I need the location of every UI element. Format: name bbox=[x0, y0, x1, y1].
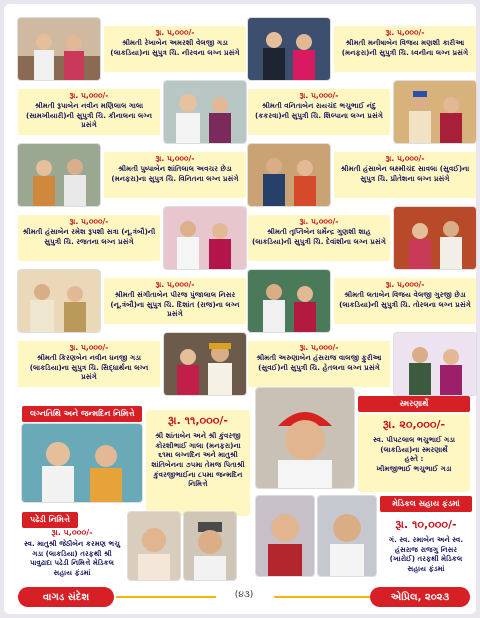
couple-photo bbox=[18, 270, 100, 332]
donation-description: શ્રીમતી વનિતાબેન રાયચંદ ભચુભાઈ નંદુ (કકરવા)ની સુપુત્રી ચિ. શિલ્પાના લગ્ન પ્રસંગે bbox=[254, 101, 384, 120]
donation-amount: રૂા. ૫,૦૦૦/- bbox=[69, 343, 109, 352]
donation-entry bbox=[248, 81, 476, 143]
donation-description: શ્રીમતી મનીષાબેન વિજય મણશી કારીઆ (મનફરા)ની સુપુત્રી ચિ. ધ્વનીના લગ્ન પ્રસંગે bbox=[341, 38, 469, 57]
donation-amount: રૂા. ૫,૦૦૦/- bbox=[385, 154, 425, 163]
donation-entry bbox=[248, 207, 476, 269]
donor-portrait bbox=[128, 512, 180, 580]
donation-description: શ્રીમતી લતાબેન વિજય વેલજી ગુરજી છેડા (લાકડિયા)ની સુપુત્રી ચિ. તોરલના લગ્ન પ્રસંગે bbox=[339, 290, 471, 309]
donation-description: શ્રીમતી તૃપ્તિબેન ધર્મેન્દ્ર ગુણશી શાહ (લાકડિયા)ની સુપુત્રી ચિ. દેવાંશીના લગ્ન પ્રસંગે bbox=[252, 227, 386, 246]
couple-photo bbox=[18, 18, 100, 80]
donor-portrait bbox=[184, 512, 236, 580]
donation-text bbox=[104, 278, 246, 324]
donation-entry bbox=[248, 270, 476, 332]
couple-photo bbox=[164, 81, 246, 143]
donation-text bbox=[104, 26, 246, 72]
elder-couple-photo bbox=[22, 424, 142, 502]
donation-entry bbox=[18, 333, 246, 395]
couple-photo bbox=[394, 207, 476, 269]
donation-amount: રૂા. ૫,૦૦૦/- bbox=[299, 91, 339, 100]
donation-entry bbox=[18, 81, 246, 143]
donation-amount: રૂા. ૫,૦૦૦/- bbox=[155, 28, 195, 37]
donation-description: શ્રીમતી અરુણાબેન હંસરાજ વાલજી ફુરીઆ (સુવઈ)ની સુપુત્રી ચિ. હેતલના લગ્ન પ્રસંગે bbox=[256, 353, 382, 372]
donation-text bbox=[248, 89, 390, 135]
memorial-section-tag: સ્મરણાર્થે bbox=[358, 396, 470, 412]
medical-text bbox=[380, 514, 472, 580]
left-column bbox=[18, 18, 246, 398]
donation-text bbox=[248, 341, 390, 387]
magazine-name: વાગડ સંદેશ bbox=[18, 587, 114, 607]
donation-amount: રૂા. ૫,૦૦૦/- bbox=[299, 217, 339, 226]
medical-section-tag: મેડિકલ સહાય ફંડમાં bbox=[380, 496, 472, 512]
couple-photo bbox=[394, 333, 476, 395]
footer-divider bbox=[116, 596, 216, 598]
donation-text bbox=[18, 341, 160, 387]
donation-entry bbox=[248, 18, 476, 80]
donation-amount: રૂા. ૫,૦૦૦/- bbox=[299, 343, 339, 352]
donation-text bbox=[334, 152, 476, 198]
magazine-page bbox=[4, 4, 476, 614]
footer-divider bbox=[274, 596, 370, 598]
donation-description: શ્રીમતી રેખાબેન અમરશી વેલજી ગડા (લાકડિયા)ના સુપુત્ર ચિ. નીરવના લગ્ન પ્રસંગે bbox=[110, 38, 240, 57]
page-number: (૪૩) bbox=[234, 590, 254, 600]
donation-amount: રૂા. ૫,૦૦૦/- bbox=[69, 217, 109, 226]
memorial-portrait bbox=[256, 388, 354, 488]
issue-date: એપ્રિલ, ૨૦૨૩ bbox=[370, 587, 470, 607]
couple-photo bbox=[18, 144, 100, 206]
couple-photo bbox=[164, 333, 246, 395]
page-footer bbox=[18, 587, 470, 607]
donation-text bbox=[104, 152, 246, 198]
memorial-via-label: હસ્તે : bbox=[404, 454, 424, 464]
medical-description: ગં. સ્વ. રમાબેન અને સ્વ. હંસરાજ રાજગુ નિસર (ખારોઈ) તરફથી મેડિકલ સહાય ફંડમાં bbox=[388, 534, 464, 573]
padhedi-text bbox=[22, 528, 122, 584]
donation-description: શ્રીમતી હંસાબેન રમેશ રૂપશી સત્રા (નૂ.ત્રંબૌ)ની સુપુત્રી ચિ. રજતના લગ્ન પ્રસંગે bbox=[22, 227, 156, 246]
padhedi-description: સ્વ. માતુશ્રી જેઠીબેન કરમણ ભચુ ગડા (લાકડિયા) તરફથી શ્રી પાવુઢાદા પઢેડી નિમિત્તે મેડિકલ સહાય ફંડમાં bbox=[23, 538, 121, 577]
couple-photo bbox=[248, 144, 330, 206]
donor-portrait bbox=[256, 496, 314, 576]
memorial-description: સ્વ. પીપટલાલ ભચુભાઈ ગડા (લાકડિયા)ના સ્મરણાર્થે bbox=[373, 434, 455, 454]
donation-amount: રૂા. ૫,૦૦૦/- bbox=[69, 91, 109, 100]
donation-description: શ્રીમતી કિરણબેન નવીન ધનજી ગડા (લાકડિયા)ના સુપુત્ર ચિ. સિદ્ધાર્થના લગ્ન પ્રસંગે bbox=[29, 353, 149, 382]
memorial-via-name: ખીમજીભાઈ ભચુભાઈ ગડા bbox=[376, 464, 452, 473]
donation-text bbox=[248, 215, 390, 261]
donation-amount: રૂા. ૫,૦૦૦/- bbox=[385, 28, 425, 37]
medical-amount: રૂા. ૧૦,૦૦૦/- bbox=[395, 518, 457, 531]
memorial-text bbox=[358, 414, 470, 492]
donation-text bbox=[18, 89, 160, 135]
donation-amount: રૂા. ૫,૦૦૦/- bbox=[155, 280, 195, 289]
donation-description: શ્રીમતી રૂપાબેન નવીન મણિલાલ ગાલા (સામખીયારી)ની સુપુત્રી ચિ. કીનાલના લગ્ન પ્રસંગે bbox=[25, 101, 153, 130]
right-column bbox=[248, 18, 476, 398]
donation-amount: રૂા. ૫,૦૦૦/- bbox=[155, 154, 195, 163]
donation-description: શ્રીમતી સંગીતાબેન પીરજ પુંજાલાલ નિસર (નૂ.ત્રંબૌ)ના સુપુત્ર ચિ. દિશાંત (રાજ)ના લગ્ન પ્રસંગે bbox=[110, 290, 240, 319]
anniversary-description: શ્રી શાંતાબેન અને શ્રી કુંવરજી કોરશીભાઈ ગાલા (મનફરા)ના ૬૧મા લગ્નદિન અને માતુશ્રી શાંતિબેનના ૭૫મા તેમજ પિતાશ્રી કુંવરજીભાઈના ૮૫મા જન્મદિન નિમિત્તે bbox=[151, 430, 245, 489]
donor-portrait bbox=[318, 496, 376, 576]
donation-entry bbox=[18, 144, 246, 206]
donation-entry bbox=[248, 144, 476, 206]
anniversary-section-tag: લગ્નતિથિ અને જન્મદિન નિમિત્તે bbox=[22, 406, 142, 422]
couple-photo bbox=[248, 18, 330, 80]
donation-description: શ્રીમતી હંસાબેન લક્ષ્મીચંદ સાવલા (સુવઈ)ના સુપુત્ર ચિ. પ્રીતેશના લગ્ન પ્રસંગે bbox=[340, 164, 470, 183]
donation-text bbox=[334, 278, 476, 324]
couple-photo bbox=[394, 81, 476, 143]
donation-text bbox=[334, 26, 476, 72]
anniversary-amount: રૂા. ૧૧,૦૦૦/- bbox=[168, 414, 228, 427]
donation-entry bbox=[248, 333, 476, 395]
couple-photo bbox=[164, 207, 246, 269]
donation-amount: રૂા. ૫,૦૦૦/- bbox=[385, 280, 425, 289]
donation-entry bbox=[18, 270, 246, 332]
anniversary-text bbox=[146, 410, 250, 516]
donation-entry bbox=[18, 207, 246, 269]
donation-entry bbox=[18, 18, 246, 80]
donation-description: શ્રીમતી પુષ્પાબેન શાંતિલાલ અવચર છેડા (મનફરા)ના સુપુત્ર ચિ. વિનિતના લગ્ન પ્રસંગે bbox=[111, 164, 239, 183]
padhedi-section-tag: પઢેડી નિમિત્તે bbox=[22, 512, 78, 528]
donation-text bbox=[18, 215, 160, 261]
padhedi-amount: રૂા. ૫,૦૦૦/- bbox=[51, 528, 93, 537]
couple-photo bbox=[248, 270, 330, 332]
memorial-amount: રૂા. ૨૦,૦૦૦/- bbox=[382, 418, 446, 431]
